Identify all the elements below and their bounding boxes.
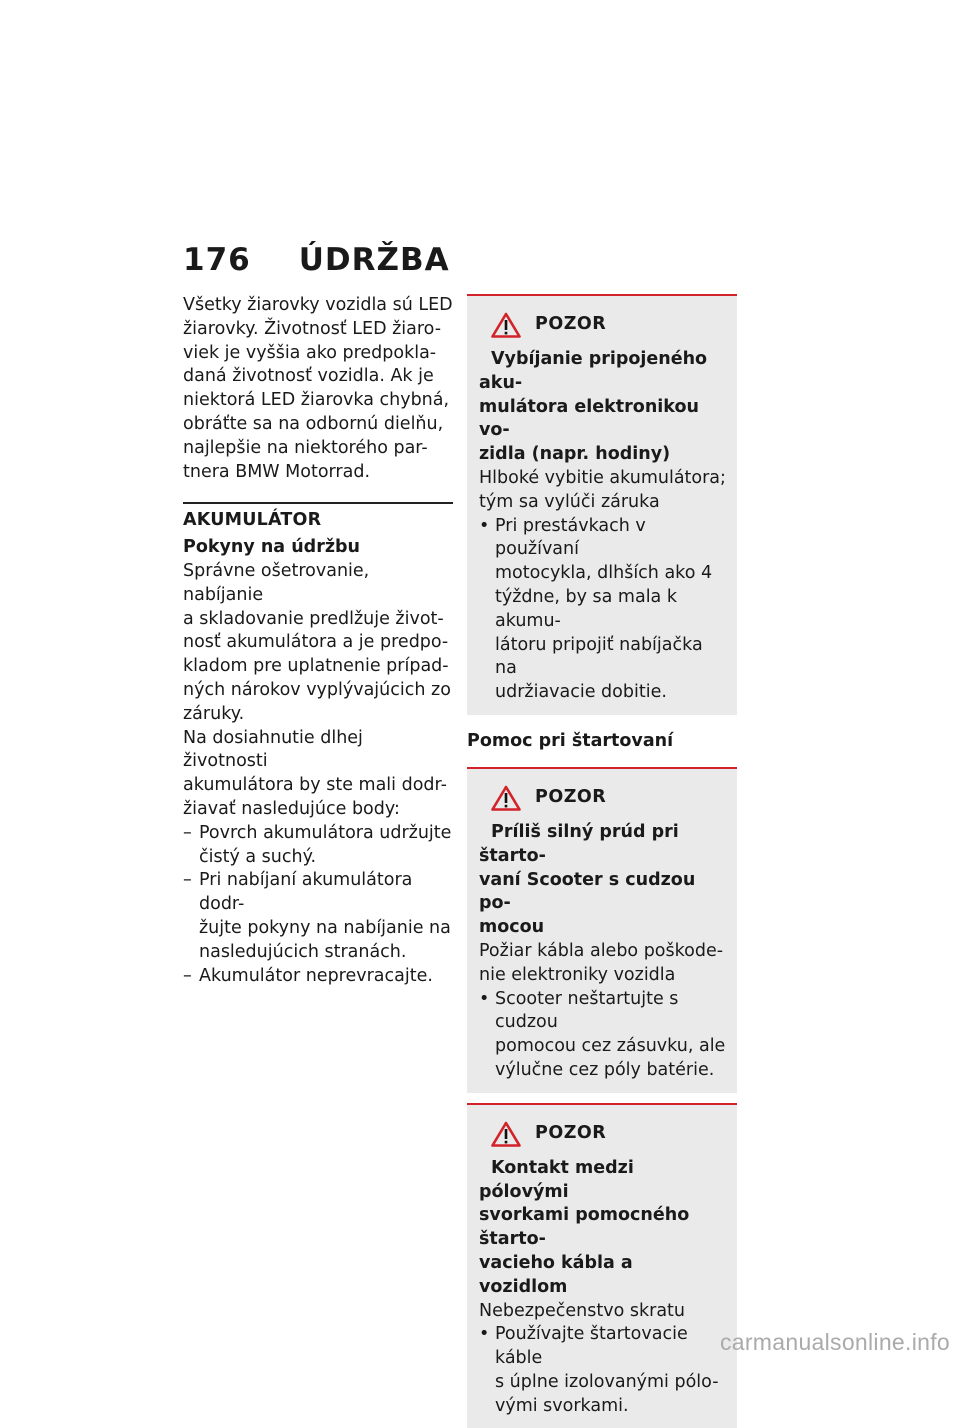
list-item: – Pri nabíjaní akumulátora dodr- žujte pokyny na nabíjanie na nasledujúcich stranách. [183, 870, 451, 962]
page-title: ÚDRŽBA [298, 242, 450, 278]
warning-label: POZOR [535, 1122, 607, 1143]
warning-header [491, 312, 727, 338]
warning-box [467, 294, 737, 715]
warning-instruction: • Scooter neštartujte s cudzou pomocou cez zásuvku, ale výlučne cez póly batérie. [479, 988, 726, 1080]
warning-consequence: Nebezpečenstvo skratu [479, 1300, 686, 1321]
right-column [467, 294, 737, 1428]
warning-header [491, 1121, 727, 1147]
warning-title: Vybíjanie pripojeného aku- mulátora elektronikou vo- zidla (napr. hodiny) [479, 349, 708, 465]
warning-consequence: Hlboké vybitie akumulátora; tým sa vylúči záruka [479, 467, 726, 512]
warning-header [491, 785, 727, 811]
warning-box [467, 1103, 737, 1428]
warning-title: Kontakt medzi pólovými svorkami pomocného štarto- vacieho kábla a vozidlom [479, 1157, 690, 1297]
page-number: 176 [183, 242, 251, 278]
warning-instruction: • Pri prestávkach v používaní motocykla, dlhších ako 4 týždne, by sa mala k akumu- látoru pripojiť nabíjačka na udržiavacie dobitie. [479, 515, 713, 703]
warning-triangle-icon [491, 785, 521, 811]
warning-triangle-icon [491, 1121, 521, 1147]
warning-triangle-icon [491, 312, 521, 338]
battery-care-paragraph: Správne ošetrovanie, nabíjanie a skladovanie predlžuje život- nosť akumulátora a je predpo- kladom pre uplatnenie prípad- ných nárokov vyplývajúcich zo záruky. [183, 560, 451, 724]
page-header [183, 242, 450, 278]
warning-consequence: Požiar kábla alebo poškode- nie elektroniky vozidla [479, 940, 724, 985]
warning-title: Príliš silný prúd pri štarto- vaní Scooter s cudzou po- mocou [479, 821, 696, 938]
watermark: carmanualsonline.info [719, 1329, 950, 1355]
intro-paragraph: Všetky žiarovky vozidla sú LED žiarovky. Životnosť LED žiaro- viek je vyššia ako predpokla- daná životnosť vozidla. Ak je niektorá LED žiarovka chybná, obráťte sa na odbornú dielňu, najlepšie na niektorého par- tnera BMW Motorrad. [183, 295, 453, 482]
warning-label: POZOR [535, 314, 607, 335]
section-title: AKUMULÁTOR [183, 502, 453, 533]
subsection-title: Pokyny na údržbu [183, 537, 360, 558]
start-help-title: Pomoc pri štartovaní [467, 730, 674, 751]
lifetime-paragraph: Na dosiahnutie dlhej životnosti akumulátora by ste mali dodr- žiavať nasledujúce body: [183, 727, 447, 819]
left-column [183, 294, 453, 988]
warning-box [467, 767, 737, 1093]
list-item: – Povrch akumulátora udržujte čistý a suchý. [183, 822, 452, 867]
warning-instruction: • Používajte štartovacie káble s úplne izolovanými pólo- vými svorkami. [479, 1324, 719, 1416]
warning-label: POZOR [535, 787, 607, 808]
list-item: – Akumulátor neprevracajte. [183, 965, 433, 986]
